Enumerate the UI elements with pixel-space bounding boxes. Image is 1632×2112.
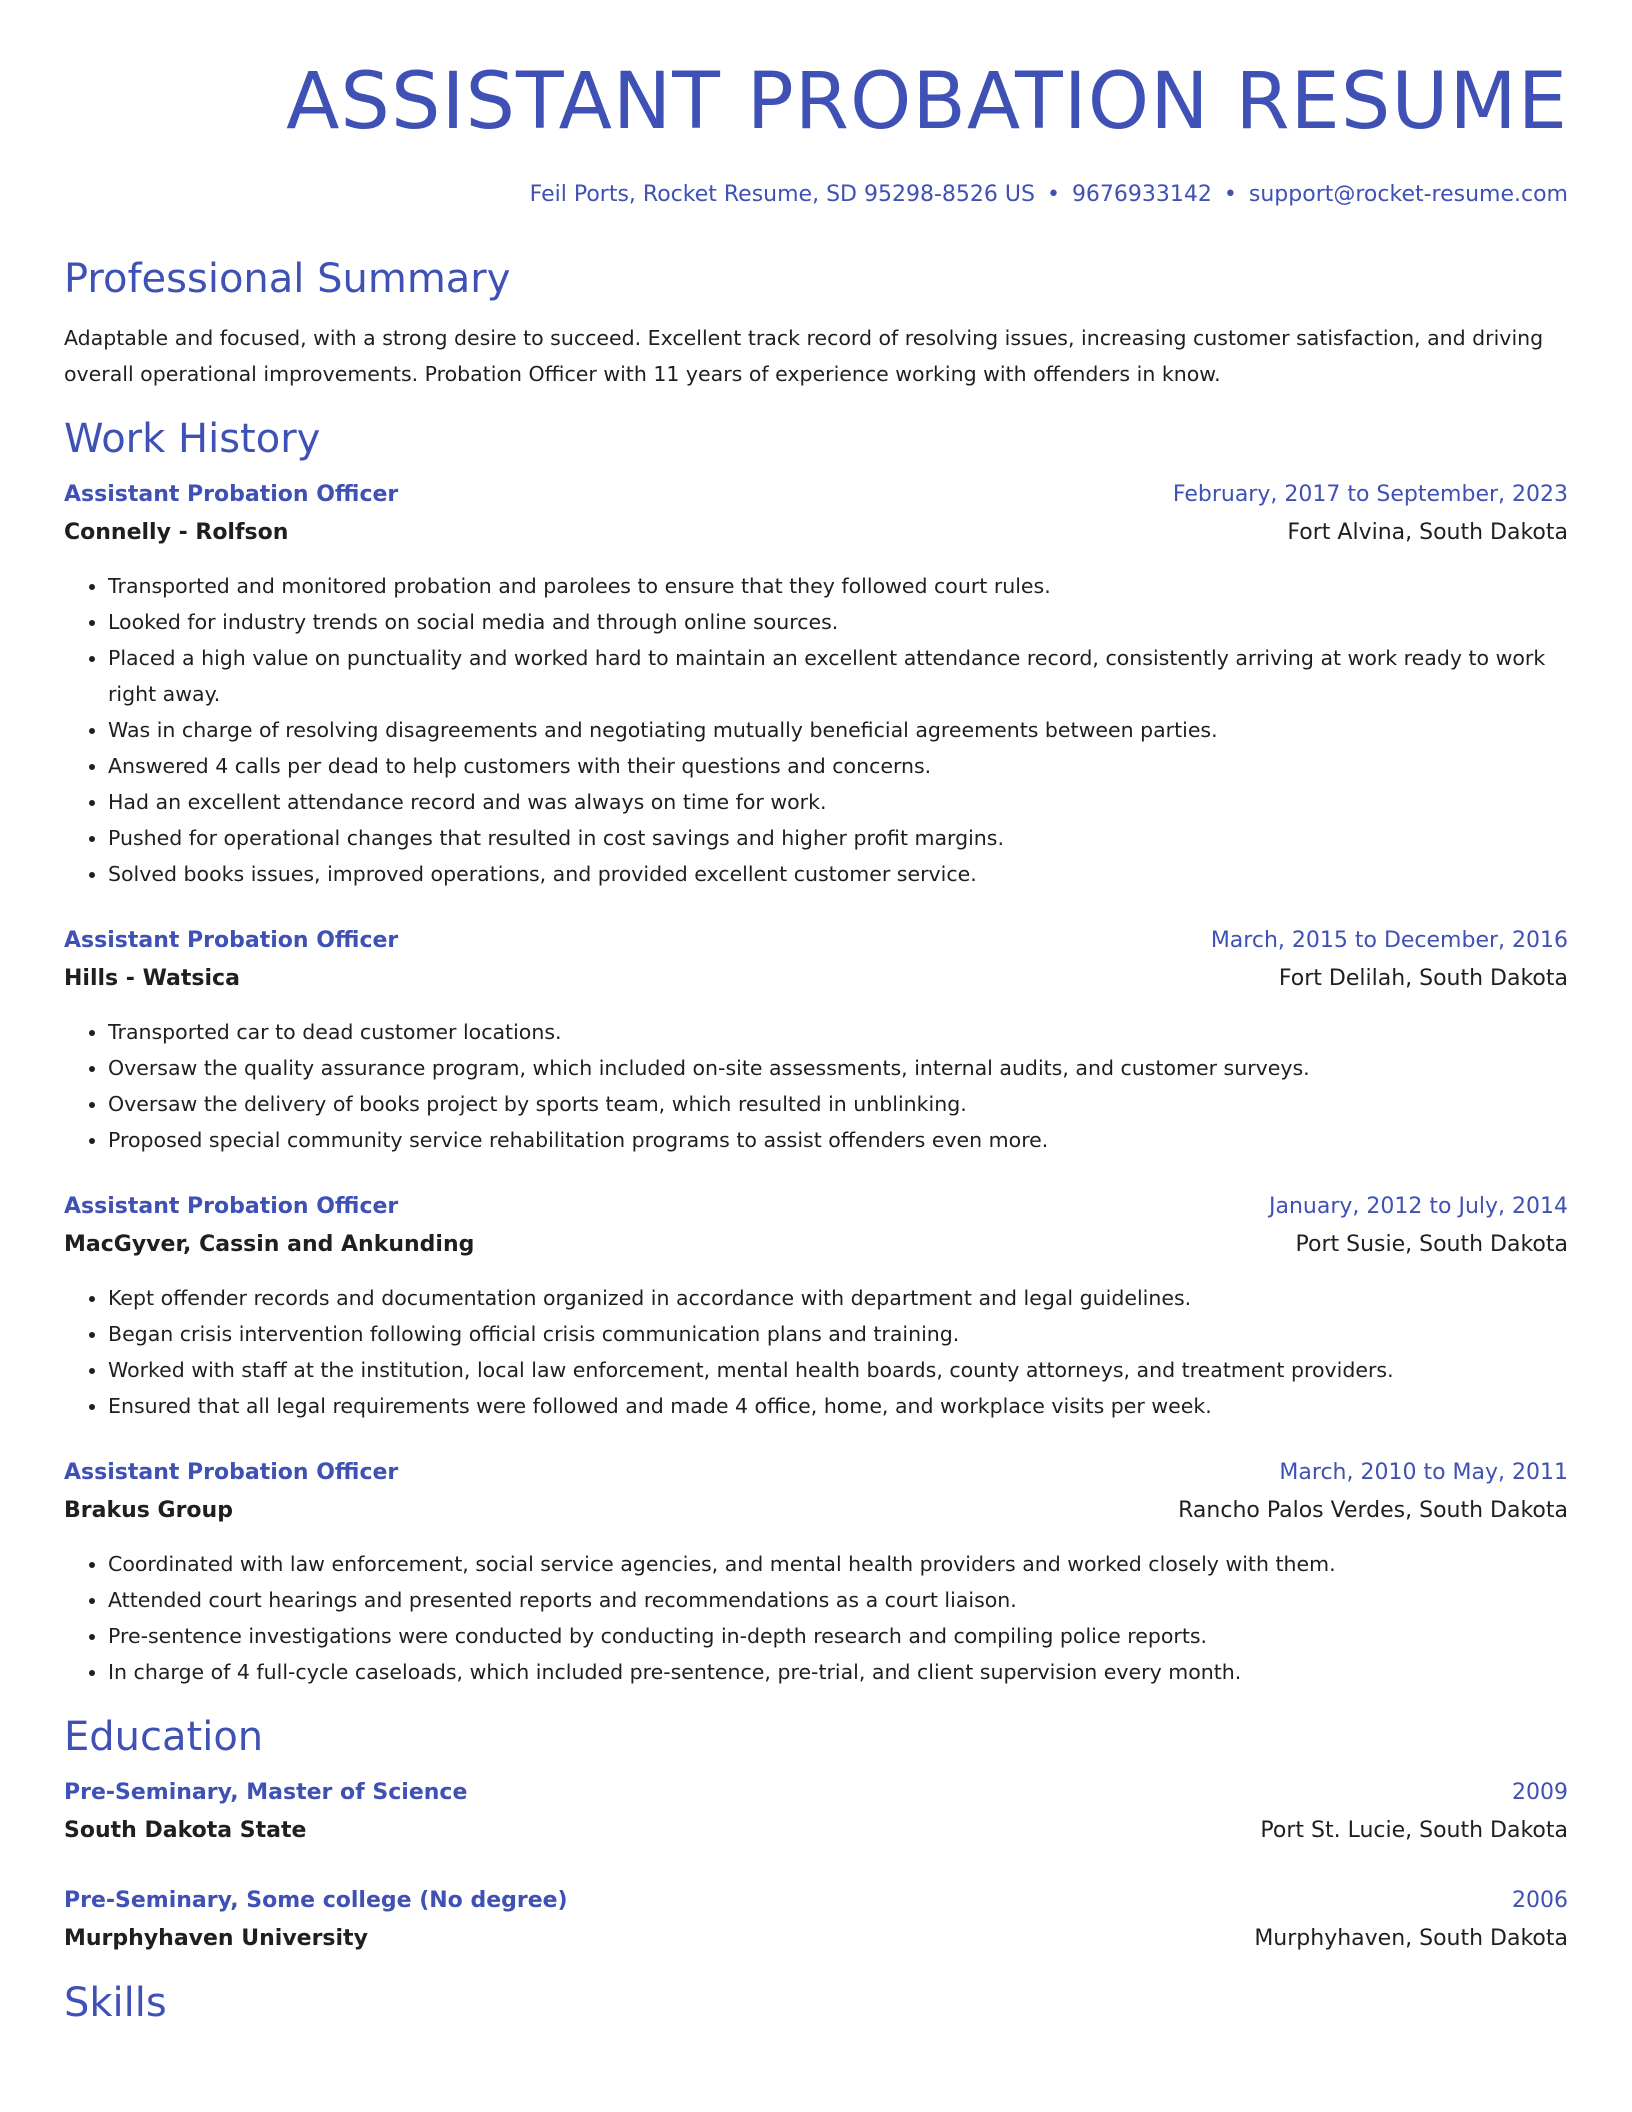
job-bullet: • Pre-sentence investigations were conducted by conducting in-depth research and compiling police reports. xyxy=(108,1618,1568,1654)
job-title: Assistant Probation Officer xyxy=(64,482,399,507)
education-degree-row xyxy=(64,1774,1568,1812)
education-location: Murphyhaven, South Dakota xyxy=(1254,1926,1568,1951)
job-company: Connelly - Rolfson xyxy=(64,520,289,545)
job-bullet: • Placed a high value on punctuality and worked hard to maintain an excellent attendance record, consistently arriving at work ready to work right away. xyxy=(108,640,1568,712)
job-company-row xyxy=(64,1492,1568,1530)
section-heading-skills: Skills xyxy=(64,1980,167,2026)
education-degree: Pre-Seminary, Some college (No degree) xyxy=(64,1888,568,1913)
job-company: Brakus Group xyxy=(64,1498,233,1523)
education-entry xyxy=(64,1882,1568,1958)
job-company-row xyxy=(64,1226,1568,1264)
job-location: Rancho Palos Verdes, South Dakota xyxy=(1178,1498,1568,1523)
job-dates: March, 2010 to May, 2011 xyxy=(1279,1460,1568,1485)
job-bullets xyxy=(64,1280,1568,1424)
job-title-row xyxy=(64,476,1568,514)
job-bullet: • Solved books issues, improved operations, and provided excellent customer service. xyxy=(108,856,1568,892)
skills-section xyxy=(64,1978,1568,2028)
job-location: Fort Alvina, South Dakota xyxy=(1287,520,1568,545)
education-school: Murphyhaven University xyxy=(64,1926,368,1951)
job-bullets xyxy=(64,1546,1568,1690)
work-history-section xyxy=(64,414,1568,1690)
job-bullet: • Coordinated with law enforcement, social service agencies, and mental health providers and worked closely with them. xyxy=(108,1546,1568,1582)
contact-phone: 9676933142 xyxy=(1071,182,1212,207)
resume-header xyxy=(64,0,1568,210)
contact-separator: • xyxy=(1046,182,1060,207)
job-company-row xyxy=(64,514,1568,552)
education-year: 2009 xyxy=(1512,1780,1568,1805)
job-bullets xyxy=(64,568,1568,892)
job-location: Fort Delilah, South Dakota xyxy=(1278,966,1568,991)
contact-separator: • xyxy=(1223,182,1237,207)
job-company: MacGyver, Cassin and Ankunding xyxy=(64,1232,475,1257)
education-section xyxy=(64,1712,1568,1958)
job-title-row xyxy=(64,1188,1568,1226)
job-entry xyxy=(64,1188,1568,1424)
job-bullet: • Pushed for operational changes that resulted in cost savings and higher profit margins. xyxy=(108,820,1568,856)
job-bullet: • Was in charge of resolving disagreements and negotiating mutually beneficial agreements between parties. xyxy=(108,712,1568,748)
job-bullet: • Oversaw the quality assurance program, which included on-site assessments, internal audits, and customer surveys. xyxy=(108,1050,1568,1086)
job-title: Assistant Probation Officer xyxy=(64,928,399,953)
professional-summary-section xyxy=(64,254,1568,392)
job-bullet: • In charge of 4 full-cycle caseloads, which included pre-sentence, pre-trial, and client supervision every month. xyxy=(108,1654,1568,1690)
education-school-row xyxy=(64,1812,1568,1850)
job-bullet: • Ensured that all legal requirements were followed and made 4 office, home, and workplace visits per week. xyxy=(108,1388,1568,1424)
education-degree: Pre-Seminary, Master of Science xyxy=(64,1780,468,1805)
job-company: Hills - Watsica xyxy=(64,966,240,991)
job-location: Port Susie, South Dakota xyxy=(1295,1232,1568,1257)
job-company-row xyxy=(64,960,1568,998)
summary-text: Adaptable and focused, with a strong desire to succeed. Excellent track record of resolving issues, increasing customer satisfaction, and driving overall operational improvements. Probation Officer with 11 years of experience working with offenders in know. xyxy=(64,326,1544,386)
education-year: 2006 xyxy=(1512,1888,1568,1913)
job-bullet: • Had an excellent attendance record and was always on time for work. xyxy=(108,784,1568,820)
contact-line xyxy=(64,180,1568,210)
section-heading-summary: Professional Summary xyxy=(64,256,511,302)
job-bullet: • Proposed special community service rehabilitation programs to assist offenders even more. xyxy=(108,1122,1568,1158)
section-heading-work-history: Work History xyxy=(64,416,321,462)
job-bullet: • Looked for industry trends on social media and through online sources. xyxy=(108,604,1568,640)
resume-title: ASSISTANT PROBATION RESUME xyxy=(286,57,1568,147)
job-dates: January, 2012 to July, 2014 xyxy=(1269,1194,1568,1219)
job-bullet: • Began crisis intervention following official crisis communication plans and training. xyxy=(108,1316,1568,1352)
job-bullet: • Worked with staff at the institution, local law enforcement, mental health boards, county attorneys, and treatment providers. xyxy=(108,1352,1568,1388)
job-entry xyxy=(64,1454,1568,1690)
education-degree-row xyxy=(64,1882,1568,1920)
section-heading-education: Education xyxy=(64,1714,264,1760)
job-bullet: • Attended court hearings and presented reports and recommendations as a court liaison. xyxy=(108,1582,1568,1618)
job-bullets xyxy=(64,1014,1568,1158)
job-dates: March, 2015 to December, 2016 xyxy=(1210,928,1568,953)
job-bullet: • Transported and monitored probation and parolees to ensure that they followed court rules. xyxy=(108,568,1568,604)
job-bullet: • Transported car to dead customer locations. xyxy=(108,1014,1568,1050)
job-bullet: • Kept offender records and documentation organized in accordance with department and legal guidelines. xyxy=(108,1280,1568,1316)
job-dates: February, 2017 to September, 2023 xyxy=(1172,482,1568,507)
job-title-row xyxy=(64,922,1568,960)
education-school-row xyxy=(64,1920,1568,1958)
education-school: South Dakota State xyxy=(64,1818,307,1843)
job-title: Assistant Probation Officer xyxy=(64,1460,399,1485)
education-entry xyxy=(64,1774,1568,1850)
job-entry xyxy=(64,476,1568,892)
contact-email: support@rocket-resume.com xyxy=(1248,182,1568,207)
education-location: Port St. Lucie, South Dakota xyxy=(1260,1818,1568,1843)
job-bullet: • Answered 4 calls per dead to help customers with their questions and concerns. xyxy=(108,748,1568,784)
contact-address: Feil Ports, Rocket Resume, SD 95298-8526 US xyxy=(529,182,1035,207)
job-title-row xyxy=(64,1454,1568,1492)
job-bullet: • Oversaw the delivery of books project by sports team, which resulted in unblinking. xyxy=(108,1086,1568,1122)
job-entry xyxy=(64,922,1568,1158)
job-title: Assistant Probation Officer xyxy=(64,1194,399,1219)
